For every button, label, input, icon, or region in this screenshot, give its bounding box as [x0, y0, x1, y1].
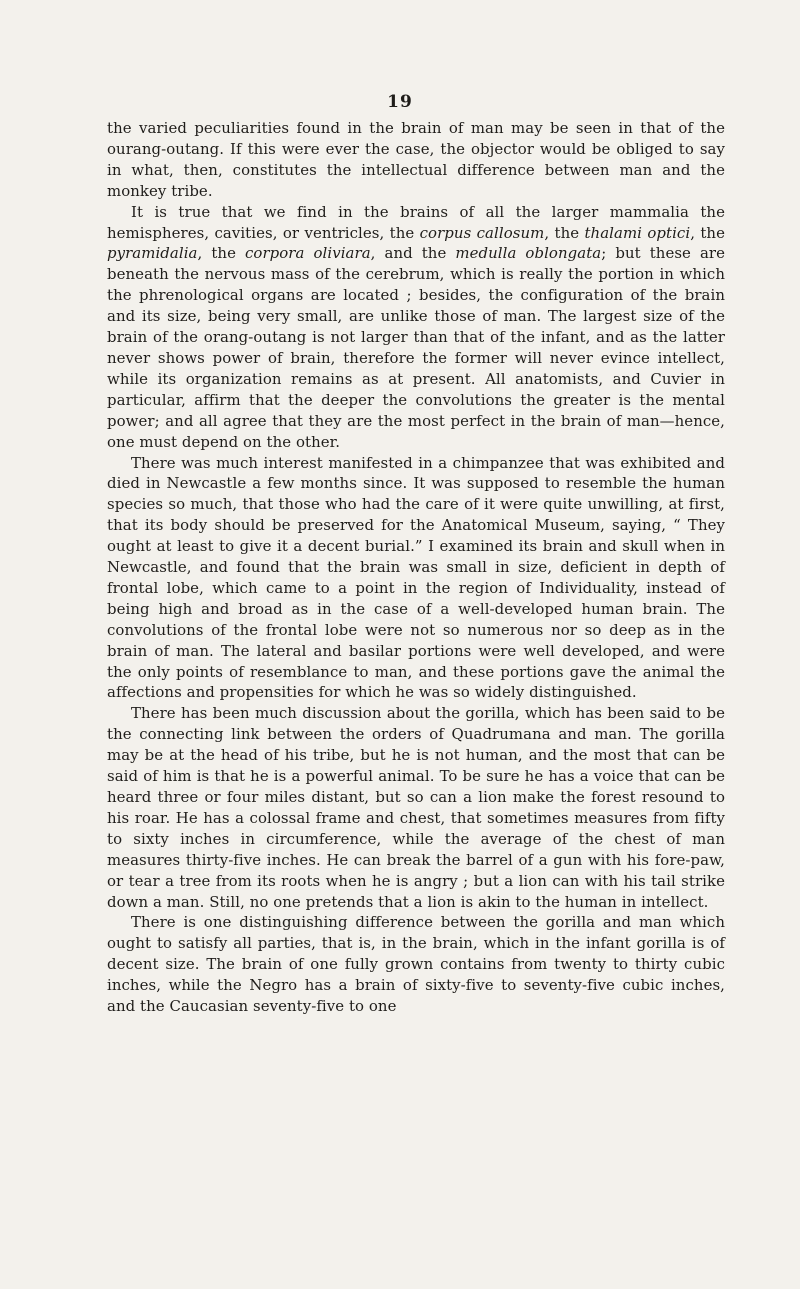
- italic-term: thalami optici: [584, 223, 691, 242]
- italic-term: medulla oblongata: [455, 244, 602, 263]
- text-run: , the: [690, 223, 725, 242]
- text-run: There is one distinguishing difference between the gorilla and man which ought to satisfy all parties, that is, in the brain, which in the infant gorilla is of decent size. The brain of one fully grown contains from twenty to thirty cubic inches, while the Negro has a brain of sixty-five to seventy-five cubic inches, and the Caucasian seventy-five to one: [107, 913, 725, 1016]
- italic-term: corpus callosum: [419, 223, 545, 242]
- italic-term: pyramidalia: [107, 244, 198, 263]
- text-run: ; but these are beneath the nervous mass of the cerebrum, which is really the portion in which the phrenological organs are located ; besides, the configuration of the brain and its size, being very small, are unlike those of man. The largest size of the brain of the orang-outang is not larger than that of the infant, and as the latter never shows power of brain, therefore the former will never evince intellect, while its organization remains as at present. All anatomists, and Cuvier in particular, affirm that the deeper the convolutions the greater is the mental power; and all agree that they are the most perfect in the brain of man—hence, one must depend on the other.: [107, 244, 726, 451]
- paragraph: [107, 703, 725, 912]
- text-run: , and the: [370, 244, 456, 263]
- paragraph: [107, 118, 725, 202]
- italic-term: corpora oliviara: [244, 244, 371, 263]
- page-number: 19: [387, 92, 413, 112]
- paragraph: [107, 453, 725, 704]
- paragraph: [107, 912, 725, 1017]
- text-run: , the: [544, 223, 585, 242]
- text-run: There has been much discussion about the gorilla, which has been said to be the connecting link between the orders of Quadrumana and man. The gorilla may be at the head of his tribe, but he is not human, and the most that can be said of him is that he is a powerful animal. To be sure he has a voice that can be heard three or four miles distant, but so can a lion make the forest resound to his roar. He has a colossal frame and chest, that sometimes measures from fifty to sixty inches in circumference, while the average of the chest of man measures thirty-five inches. He can break the barrel of a gun with his fore-paw, or tear a tree from its roots when he is angry ; but a lion can with his tail strike down a man. Still, no one pretends that a lion is akin to the human in intellect.: [107, 704, 725, 911]
- text-run: , the: [197, 244, 245, 263]
- text-run: It is true that we find in the brains of all the larger mammalia the hemispheres, cavities, or ventricles, the: [107, 202, 725, 242]
- body-text: [107, 118, 725, 1017]
- text-run: There was much interest manifested in a chimpanzee that was exhibited and died in Newcastle a few months since. It was supposed to resemble the human species so much, that those who had the care of it were quite unwilling, at first, that its body should be preserved for the Anatomical Museum, saying, “ They ought at least to give it a decent burial.” I examined its brain and skull when in Newcastle, and found that the brain was small in size, deficient in depth of frontal lobe, which came to a point in the region of Individuality, instead of being high and broad as in the case of a well-developed human brain. The convolutions of the frontal lobe were not so numerous nor so deep as in the brain of man. The lateral and basilar portions were well developed, and were the only points of resemblance to man, and these portions gave the animal the affections and propensities for which he was so widely distinguished.: [107, 453, 725, 702]
- text-run: the varied peculiarities found in the brain of man may be seen in that of the ourang-outang. If this were ever the case, the objector would be obliged to say in what, then, constitutes the intellectual difference between man and the monkey tribe.: [107, 119, 725, 200]
- paragraph: [107, 202, 725, 453]
